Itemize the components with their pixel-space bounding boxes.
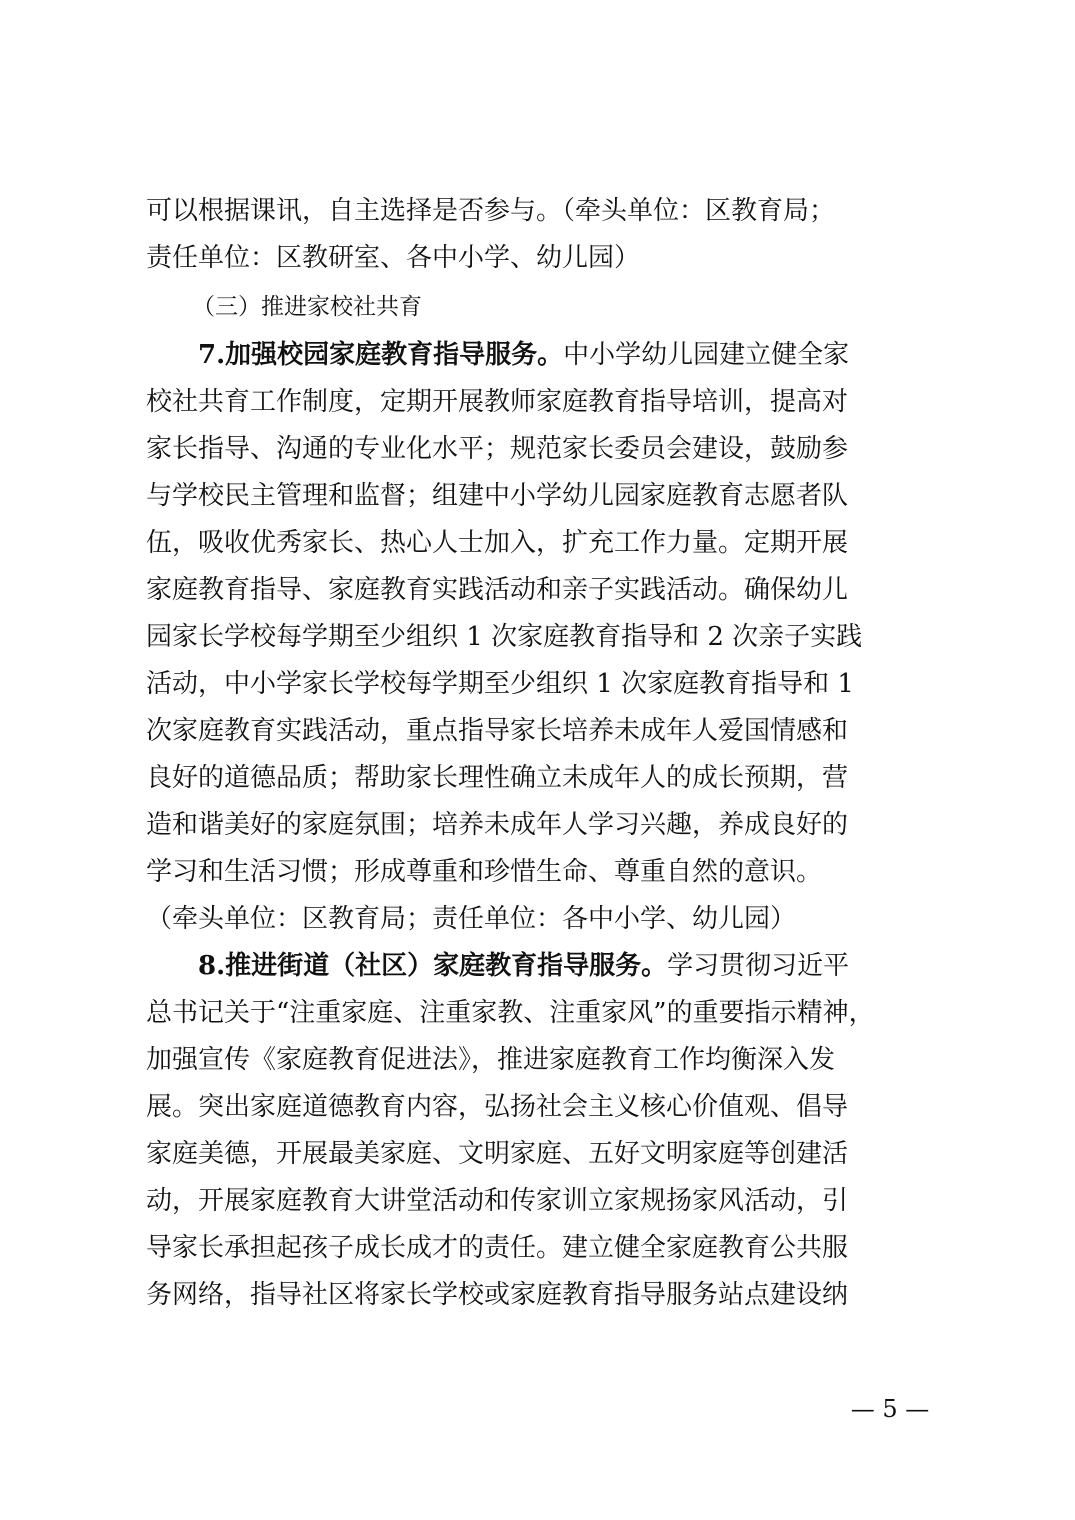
page-number: — 5 — (850, 1395, 930, 1423)
paragraph-line: 家庭教育指导、家庭教育实践活动和亲子实践活动。确保幼儿 (146, 575, 849, 605)
paragraph-line: 学习和生活习惯；形成尊重和珍惜生命、尊重自然的意识。 (146, 857, 823, 887)
paragraph-line: 动，开展家庭教育大讲堂活动和传家训立家规扬家风活动，引 (146, 1186, 849, 1216)
paragraph-line: 展。突出家庭道德教育内容，弘扬社会主义核心价值观、倡导 (146, 1092, 849, 1122)
paragraph-line: 活动，中小学家长学校每学期至少组织 1 次家庭教育指导和 1 (146, 669, 854, 699)
section-heading: （三）推进家校社共育 (192, 294, 422, 320)
paragraph-line: 家庭美德，开展最美家庭、文明家庭、五好文明家庭等创建活 (146, 1139, 849, 1169)
item-8-text: 学习贯彻习近平 (667, 951, 850, 981)
paragraph-line (146, 943, 932, 990)
paragraph-line: 责任单位：区教研室、各中小学、幼儿园） (146, 243, 641, 273)
item-7-heading: 7.加强校园家庭教育指导服务。 (198, 340, 564, 370)
paragraph-line: 良好的道德品质；帮助家长理性确立未成年人的成长预期，营 (146, 763, 849, 793)
paragraph-line: 导家长承担起孩子成长成才的责任。建立健全家庭教育公共服 (146, 1233, 849, 1263)
item-7-text: 中小学幼儿园建立健全家 (563, 340, 850, 370)
paragraph-line: 加强宣传《家庭教育促进法》，推进家庭教育工作均衡深入发 (146, 1045, 836, 1075)
paragraph-line: 园家长学校每学期至少组织 1 次家庭教育指导和 2 次亲子实践 (146, 622, 863, 652)
item-8-heading: 8.推进街道（社区）家庭教育指导服务。 (198, 951, 668, 981)
paragraph-line: （牵头单位：区教育局；责任单位：各中小学、幼儿园） (146, 904, 797, 934)
paragraph-line: 可以根据课讯，自主选择是否参与。（牵头单位：区教育局； (146, 196, 836, 226)
paragraph-line: 校社共育工作制度，定期开展教师家庭教育指导培训，提高对 (146, 387, 849, 417)
document-body (146, 188, 932, 1319)
paragraph-line: 伍，吸收优秀家长、热心人士加入，扩充工作力量。定期开展 (146, 528, 849, 558)
paragraph-line: 总书记关于“注重家庭、注重家教、注重家风”的重要指示精神， (146, 998, 875, 1028)
paragraph-line: 务网络，指导社区将家长学校或家庭教育指导服务站点建设纳 (146, 1280, 849, 1310)
paragraph-line: 造和谐美好的家庭氛围；培养未成年人学习兴趣，养成良好的 (146, 810, 849, 840)
paragraph-line: 家长指导、沟通的专业化水平；规范家长委员会建设，鼓励参 (146, 434, 849, 464)
paragraph-line (146, 332, 932, 379)
paragraph-line: 与学校民主管理和监督；组建中小学幼儿园家庭教育志愿者队 (146, 481, 849, 511)
paragraph-line: 次家庭教育实践活动，重点指导家长培养未成年人爱国情感和 (146, 716, 849, 746)
